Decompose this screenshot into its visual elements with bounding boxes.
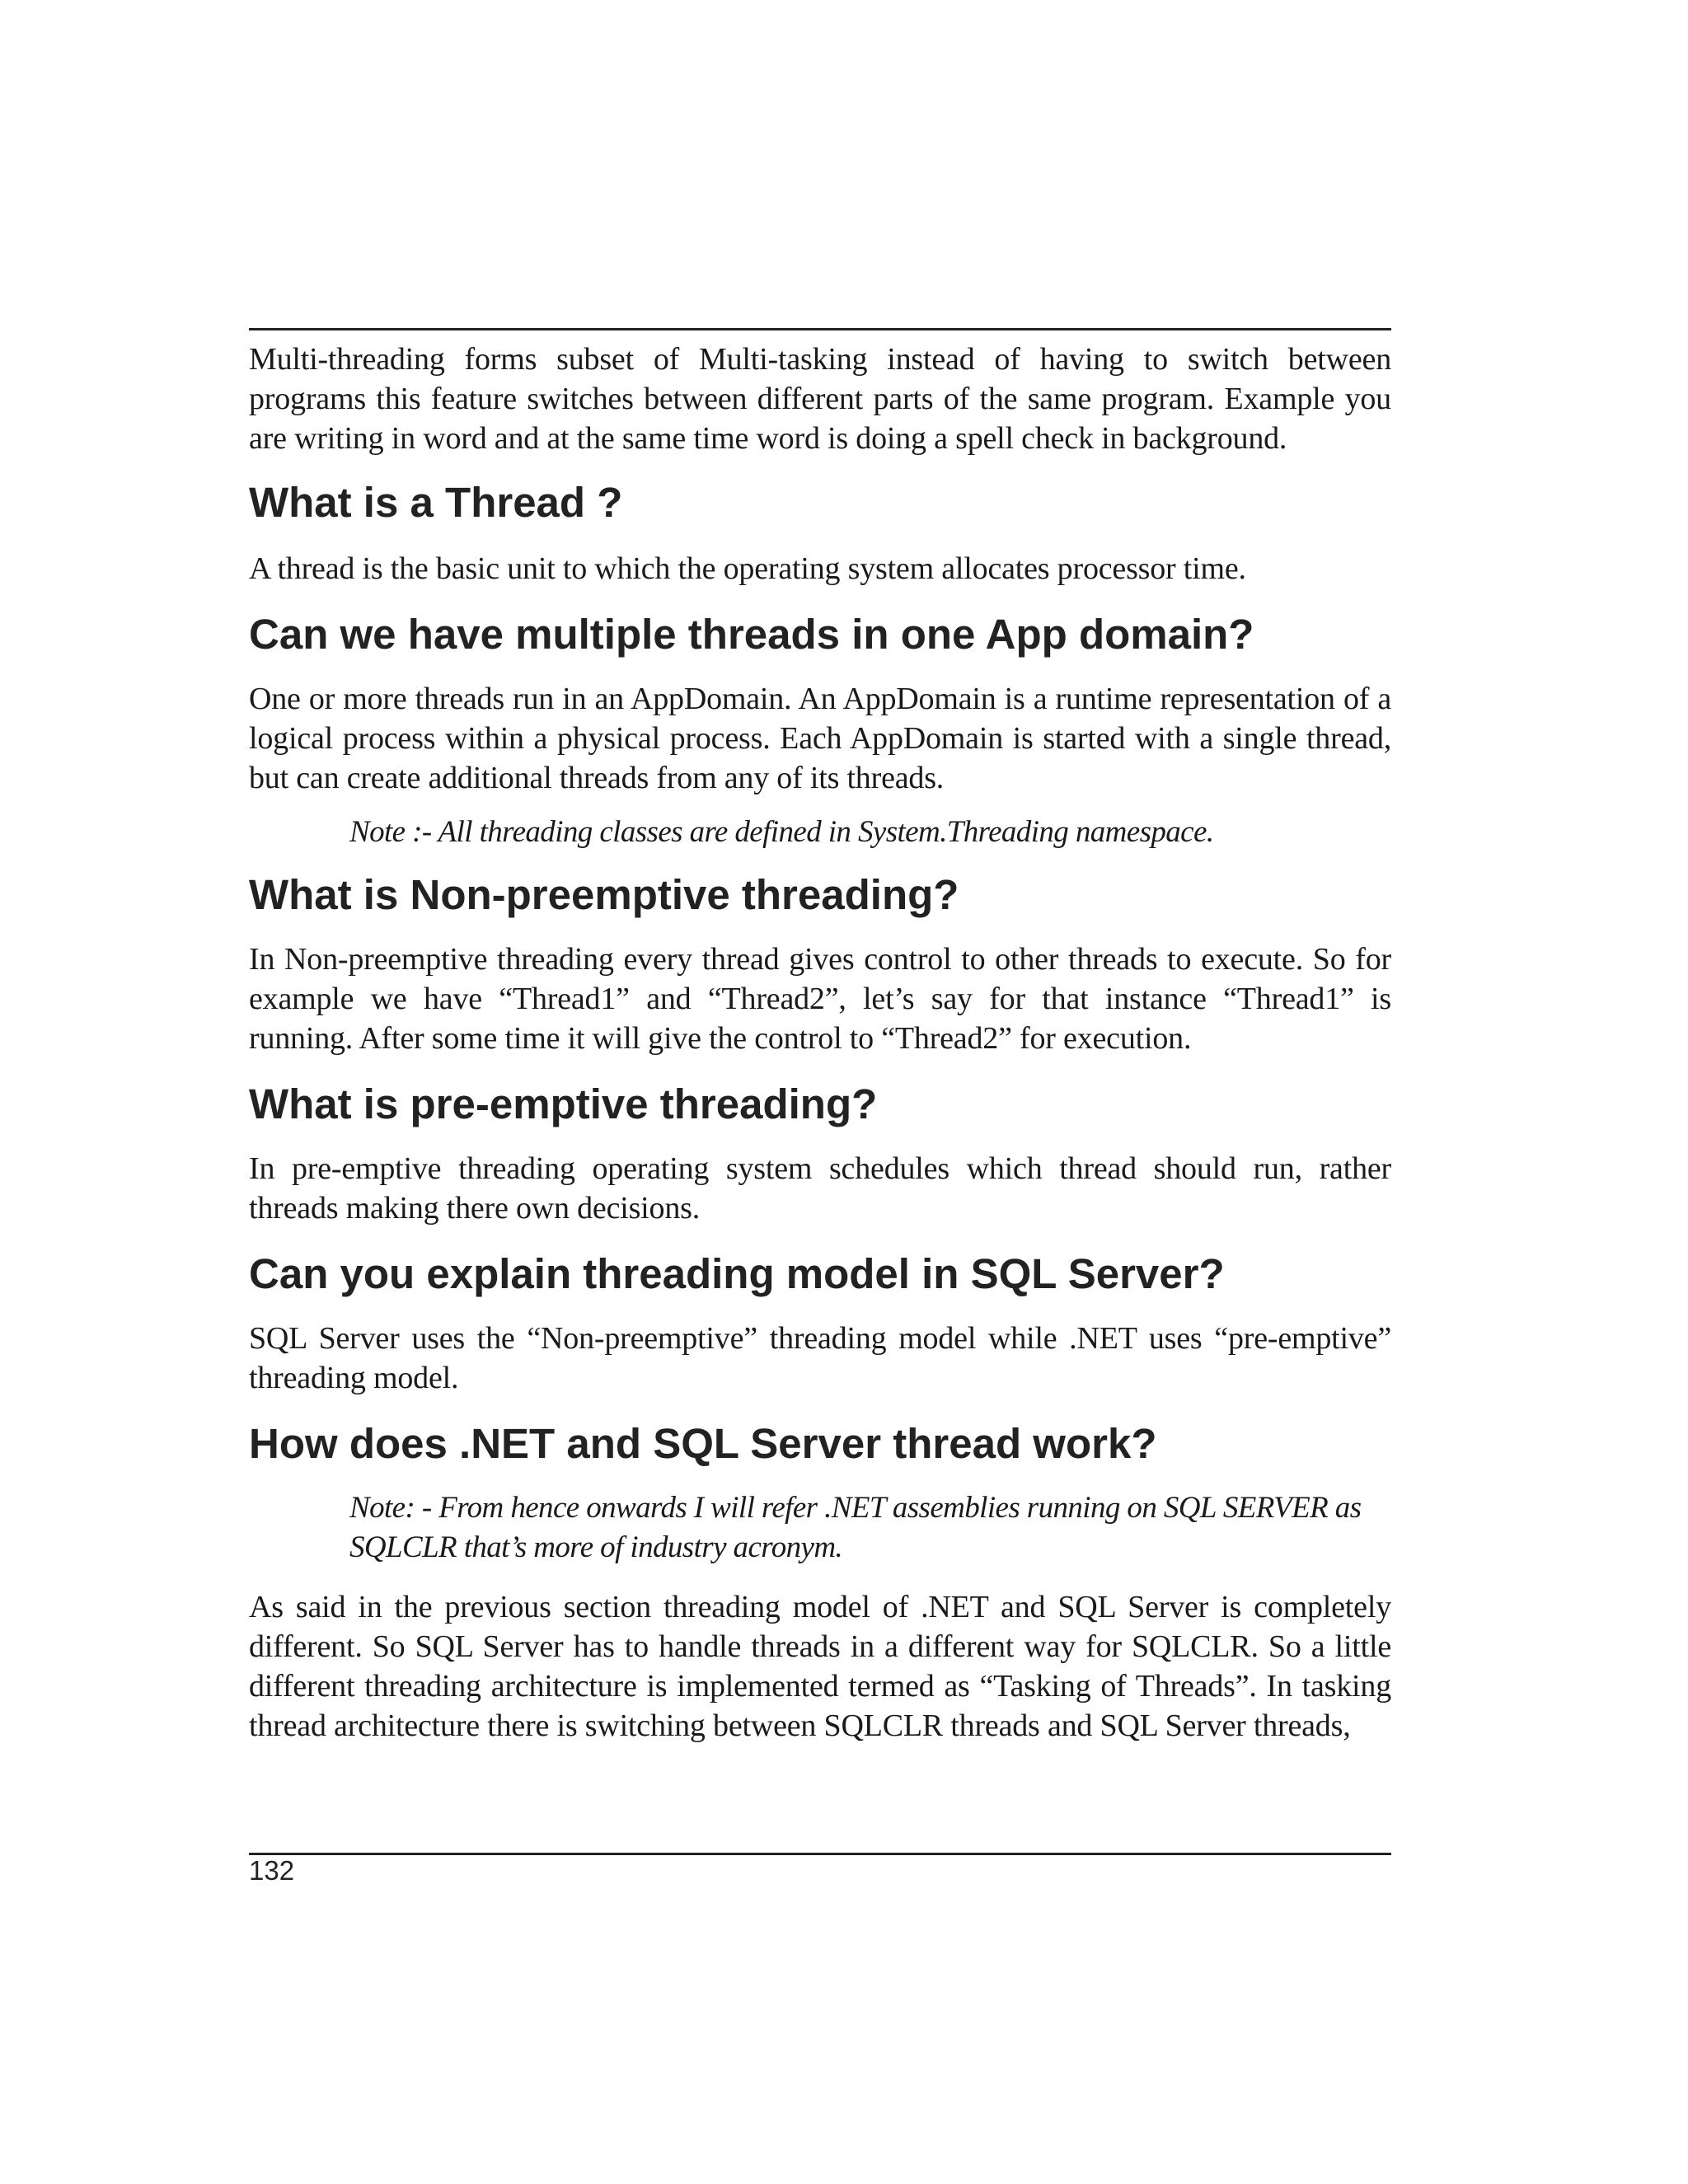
tasking-paragraph: As said in the previous section threading model of .NET and SQL Server is completely different. So SQL Server has to handle threads in a different way for SQLCLR. So a little different threading architecture is implemented termed as “Tasking of Threads”. In tasking thread architecture there is switching between SQLCLR threads and SQL Server threads, [249, 1590, 1391, 1743]
sqlclr-note: Note: - From hence onwards I will refer .NET assemblies running on SQL SERVER as SQLCLR that’s more of industry acronym. [349, 1491, 1362, 1564]
header-rule [249, 328, 1391, 330]
heading-non-preemptive: What is Non-preemptive threading? [249, 871, 959, 918]
heading-net-sql-thread-work: How does .NET and SQL Server thread work? [249, 1420, 1157, 1467]
heading-preemptive: What is pre-emptive threading? [249, 1080, 878, 1127]
page-number: 132 [249, 1855, 295, 1886]
heading-sql-threading-model: Can you explain threading model in SQL Server? [249, 1250, 1225, 1297]
heading-what-is-thread: What is a Thread ? [249, 479, 623, 526]
page-content [249, 340, 1391, 1746]
thread-definition-paragraph: A thread is the basic unit to which the operating system allocates processor time. [249, 551, 1246, 586]
intro-paragraph: Multi-threading forms subset of Multi-tasking instead of having to switch between programs this feature switches between different parts of the same program. Example you are writing in word and at the same time word is doing a spell check in background. [249, 342, 1391, 456]
sql-threading-paragraph: SQL Server uses the “Non-preemptive” threading model while .NET uses “pre-emptive” threading model. [249, 1321, 1391, 1395]
non-preemptive-paragraph: In Non-preemptive threading every thread gives control to other threads to execute. So for example we have “Thread1” and “Thread2”, let’s say for that instance “Thread1” is running. After some time it will give the control to “Thread2” for execution. [249, 942, 1391, 1056]
footer-rule [249, 1853, 1391, 1855]
heading-multiple-threads: Can we have multiple threads in one App domain? [249, 611, 1254, 658]
appdomain-paragraph: One or more threads run in an AppDomain. An AppDomain is a runtime representation of a logical process within a physical process. Each AppDomain is started with a single thread, but can create additional threads from any of its threads. [249, 682, 1391, 795]
preemptive-paragraph: In pre-emptive threading operating system schedules which thread should run, rather threads making there own decisions. [249, 1151, 1391, 1226]
threading-classes-note: Note :- All threading classes are defined in System.Threading namespace. [349, 815, 1214, 849]
